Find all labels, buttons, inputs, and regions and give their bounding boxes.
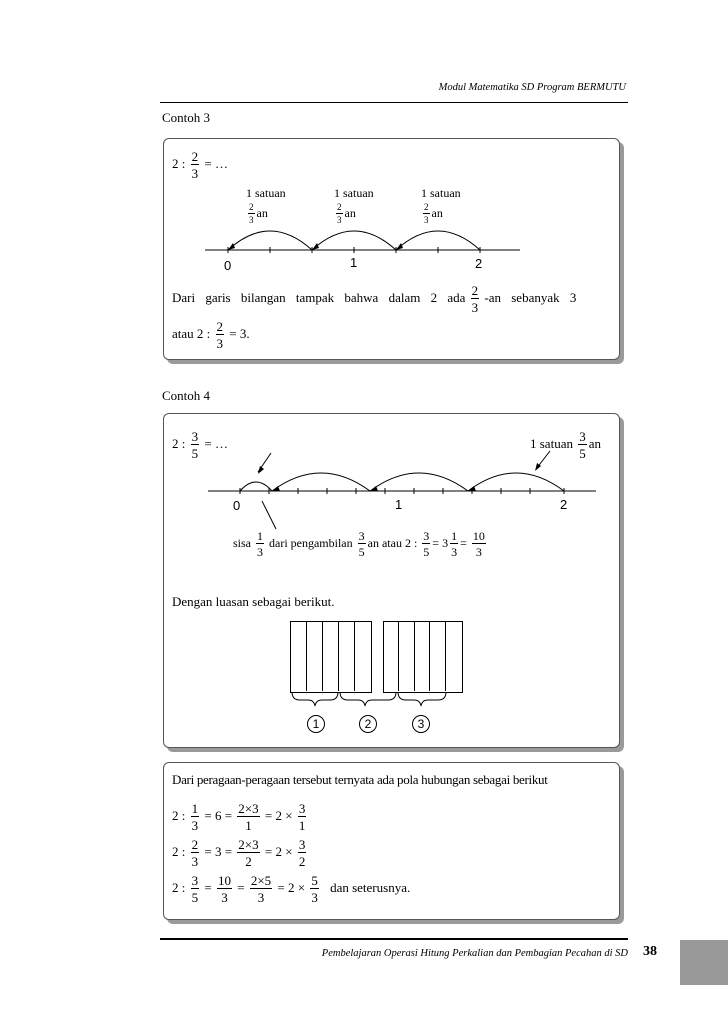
r3-fn: 3 [191,873,199,888]
summary-row-2 [172,838,308,868]
tick-1: 1 [350,255,358,270]
footer-rule [160,938,628,940]
r1-f [191,802,200,832]
r3-f [191,874,200,904]
an3-num: 2 [424,202,429,212]
area-div [338,621,339,691]
tick4-0: 0 [233,498,241,513]
sisa-f3-den: 5 [423,545,430,559]
q-frac [191,150,200,180]
explain-2: -an sebanyak 3 [484,289,577,305]
sisa-f3 [422,530,430,558]
explain-3-frac [216,320,225,350]
area-whole-2 [383,621,461,691]
r2-p [237,838,259,868]
header-text: Modul Matematika SD Program BERMUTU [438,82,626,93]
q-lead: 2 : [172,155,186,171]
contoh3-question [172,150,228,180]
tick4-2: 2 [560,497,568,512]
jump-arc-4a [272,473,370,491]
q4-num: 3 [191,429,199,444]
r3-m [217,874,232,904]
explain-3-lead: atau 2 : [172,325,211,341]
sisa-f1 [256,530,264,558]
remainder-arc [240,482,272,491]
an2-num: 2 [337,202,342,212]
tick-0: 0 [224,258,232,273]
sisa-f1-num: 1 [257,529,263,543]
satuan-label-3: 1 satuan [421,186,461,200]
r3-eq0: = [204,879,212,895]
r3-tail: dan seterusnya. [330,879,411,895]
sisa-pointer [262,501,276,529]
summary-intro: Dari peragaan-peragaan tersebut ternyata ada pola hubungan sebagai berikut [172,772,548,787]
an2-suffix: an [344,205,356,220]
luasan-text: Dengan luasan sebagai berikut. [172,594,335,609]
numberline-4 [200,445,610,540]
r1-eq1: = 6 = [204,807,233,823]
circle-label-2: 2 [359,715,377,733]
area-div [398,621,399,691]
q-tail: = … [204,155,228,171]
sisa-lead: sisa [233,535,251,550]
circle-label-1: 1 [307,715,325,733]
sisa-f5-den: 3 [475,545,482,559]
sisa-f1-den: 3 [257,545,263,559]
area-whole-1 [290,621,370,691]
satuan-label-2: 1 satuan [334,186,374,200]
explain-3-den: 3 [216,336,224,351]
an3-den: 3 [424,215,429,225]
q4-frac [191,430,200,460]
sisa-f5-num: 10 [472,529,485,543]
arrowhead-2 [312,243,319,250]
r3-r [310,874,319,904]
r1-pn: 2×3 [238,801,259,816]
sisa-eq2: = [460,535,467,550]
area-outline-2 [383,621,463,693]
summary-row-1 [172,802,308,832]
sisa-f2 [358,530,366,558]
q-num: 2 [191,149,199,164]
q4-lead: 2 : [172,435,186,451]
r2-eq2: = 2 × [264,843,293,859]
sisa-mid: dari pengambilan [269,535,353,550]
r2-rd: 2 [298,854,306,869]
r3-md: 3 [221,890,228,905]
area-div [429,621,430,691]
r2-fn: 2 [191,837,199,852]
sisa-f4 [450,530,458,558]
brace-1 [292,692,338,706]
sisa-f2-den: 5 [358,545,365,559]
q4-den: 5 [191,446,199,461]
r2-pd: 2 [245,854,252,869]
r1-lead: 2 : [172,807,186,823]
r1-fd: 3 [191,818,199,833]
sisa-f4-num: 1 [451,529,458,543]
r1-pd: 1 [245,818,252,833]
q-den: 3 [191,166,199,181]
r3-mn: 10 [217,873,231,888]
satuan-right-num: 3 [579,429,586,444]
brace-2 [340,692,396,706]
numberline-3 [200,220,530,260]
r3-eq2: = 2 × [277,879,306,895]
contoh3-title: Contoh 3 [162,110,211,125]
r3-rd: 3 [311,890,318,905]
r3-pd: 3 [257,890,265,905]
r2-f [191,838,200,868]
area-div [354,621,355,691]
r2-lead: 2 : [172,843,186,859]
tick-2: 2 [475,256,483,271]
arrowhead-3 [396,243,403,250]
r1-eq2: = 2 × [264,807,293,823]
r3-pn: 2×5 [250,873,272,888]
explain-frac-den: 3 [471,300,479,315]
area-outline-1 [290,621,372,693]
explain-frac-num: 2 [471,283,479,298]
area-div [414,621,415,691]
an1-num: 2 [249,202,254,212]
area-div [322,621,323,691]
an3-suffix: an [431,205,443,220]
satuan-label-1: 1 satuan [246,186,286,200]
page-number: 38 [643,944,657,959]
r2-pn: 2×3 [238,837,259,852]
r2-r [298,838,307,868]
an2-den: 3 [337,215,342,225]
explain-1: Dari garis bilangan tampak bahwa dalam 2 ada [172,289,466,305]
r2-eq1: = 3 = [204,843,233,859]
r2-rn: 3 [298,837,306,852]
r2-fd: 3 [191,854,199,869]
an1-suffix: an [256,205,268,220]
satuan-right-lead: 1 satuan [530,435,573,451]
tick4-1: 1 [395,497,403,512]
r3-eq1: = [237,879,245,895]
contoh4-title: Contoh 4 [162,388,211,403]
jump-arc-4c [468,473,564,491]
sisa-f4-den: 3 [451,545,458,559]
explain-3-tail: = 3. [229,325,250,341]
q4-tail: = … [204,435,228,451]
sisa-line [233,530,488,558]
r1-p [237,802,259,832]
r3-p [250,874,272,904]
r1-rd: 1 [298,818,306,833]
explain-3-num: 2 [216,319,224,334]
area-braces [288,690,468,710]
page-header [160,80,628,103]
r3-lead: 2 : [172,879,186,895]
sisa-f2-num: 3 [358,529,365,543]
brace-3 [398,692,446,706]
r1-rn: 3 [298,801,306,816]
explain-frac [471,284,480,314]
r3-rn: 5 [311,873,318,888]
sisa-f3-num: 3 [423,529,430,543]
sisa-f5 [472,530,486,558]
page-tab [680,940,728,985]
sisa-eq: = 3 [432,535,449,550]
sisa-mid2: an atau 2 : [367,535,418,550]
an1-den: 3 [249,215,254,225]
r1-r [298,802,307,832]
r1-fn: 1 [191,801,199,816]
footer-text: Pembelajaran Operasi Hitung Perkalian dan Pembagian Pecahan di SD [321,948,628,959]
satuan-right-suffix: an [588,435,601,451]
contoh3-explain-line2 [172,320,250,350]
r3-fd: 5 [191,890,199,905]
area-div [445,621,446,691]
arrowhead-1 [228,243,235,250]
summary-row-3 [172,874,410,904]
contoh3-explain [172,284,612,314]
satuan-right-den: 5 [579,446,586,461]
area-div [306,621,307,691]
circle-label-3: 3 [412,715,430,733]
